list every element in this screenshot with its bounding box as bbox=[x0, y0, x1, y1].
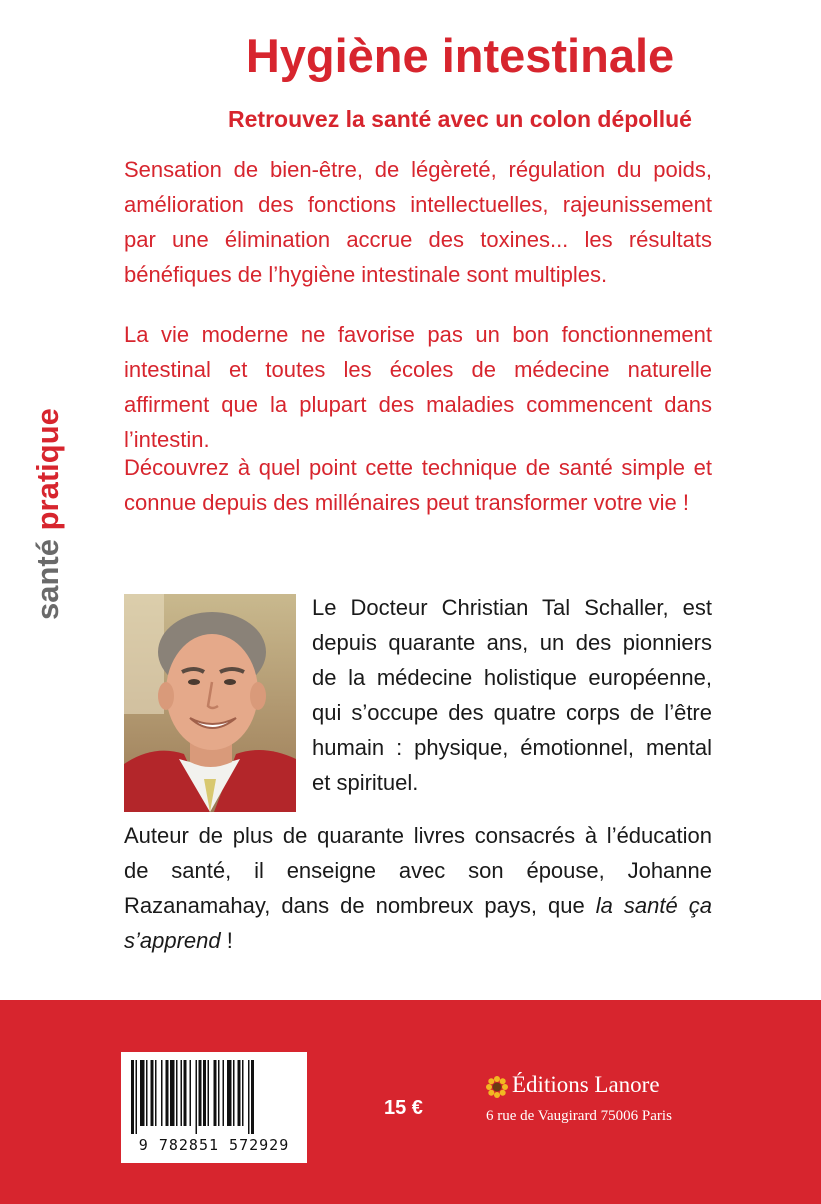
barcode-bar bbox=[214, 1060, 217, 1126]
barcode-bar bbox=[161, 1060, 163, 1126]
book-title: Hygiène intestinale bbox=[245, 29, 675, 82]
barcode-bar bbox=[131, 1060, 134, 1134]
barcode-bar bbox=[208, 1060, 210, 1126]
isbn-number: 9 782851 572929 bbox=[138, 1136, 290, 1154]
barcode-bar bbox=[199, 1060, 202, 1126]
barcode-bar bbox=[233, 1060, 235, 1126]
barcode-bar bbox=[184, 1060, 187, 1126]
barcode-bar bbox=[238, 1060, 241, 1126]
barcode-bar bbox=[166, 1060, 169, 1126]
barcode-bar bbox=[136, 1060, 138, 1134]
barcode-bar bbox=[203, 1060, 206, 1126]
barcode-bar bbox=[140, 1060, 145, 1126]
barcode-bar bbox=[151, 1060, 154, 1126]
collection-label bbox=[28, 408, 68, 620]
author-bio-text: Auteur de plus de quarante livres consacrés à l’éducation de santé, il enseigne avec son épouse, Johanne Razanamahay, dans de nombreux pays, que bbox=[124, 823, 712, 918]
barcode-bar bbox=[181, 1060, 183, 1126]
intro-paragraph-1: Sensation de bien-être, de légèreté, régulation du poids, amélioration des fonctions intellectuelles, rajeunissement par une élimination accrue des toxines... les résultats bénéfiques de l’hygiène intestinale sont multiples. bbox=[124, 157, 712, 287]
publisher-address: 6 rue de Vaugirard 75006 Paris bbox=[486, 1108, 672, 1124]
author-bio-motto: la santé ça s’apprend bbox=[124, 893, 713, 953]
author-photo bbox=[124, 594, 296, 812]
barcode-bar bbox=[196, 1060, 198, 1134]
barcode-bar bbox=[242, 1060, 244, 1126]
collection-label-word-2: pratique bbox=[30, 408, 65, 531]
barcode-bar bbox=[227, 1060, 232, 1126]
author-portrait-illustration bbox=[124, 594, 296, 812]
barcode-bars bbox=[129, 1060, 299, 1134]
barcode-bar bbox=[176, 1060, 178, 1126]
barcode-bar bbox=[146, 1060, 148, 1126]
book-subtitle: Retrouvez la santé avec un colon dépollué bbox=[228, 106, 692, 132]
barcode-bar bbox=[170, 1060, 175, 1126]
author-bio-end: ! bbox=[220, 928, 233, 953]
intro-paragraph-3: Découvrez à quel point cette technique de santé simple et connue depuis des millénaires peut transformer votre vie ! bbox=[124, 455, 712, 515]
barcode bbox=[121, 1052, 307, 1163]
author-bio-paragraph-1: Le Docteur Christian Tal Schaller, est depuis quarante ans, un des pionniers de la médecine holistique européenne, qui s’occupe des quatre corps de l’être humain : physique, émotionnel, mental et spirituel. bbox=[312, 595, 712, 795]
collection-label-word-1: santé bbox=[30, 539, 65, 620]
sunflower-logo-icon bbox=[486, 1076, 508, 1098]
barcode-bar bbox=[248, 1060, 250, 1134]
barcode-bar bbox=[223, 1060, 225, 1126]
publisher-name: Éditions Lanore bbox=[512, 1072, 660, 1097]
barcode-bar bbox=[251, 1060, 254, 1134]
barcode-bar bbox=[190, 1060, 192, 1126]
price: 15 € bbox=[384, 1097, 423, 1119]
author-bio-paragraph-2 bbox=[124, 818, 712, 958]
intro-paragraph-2: La vie moderne ne favorise pas un bon fonctionnement intestinal et toutes les écoles de médecine naturelle affirment que la plupart des maladies commencent dans l’intestin. bbox=[124, 322, 712, 452]
barcode-bar bbox=[218, 1060, 220, 1126]
barcode-bar bbox=[155, 1060, 157, 1126]
